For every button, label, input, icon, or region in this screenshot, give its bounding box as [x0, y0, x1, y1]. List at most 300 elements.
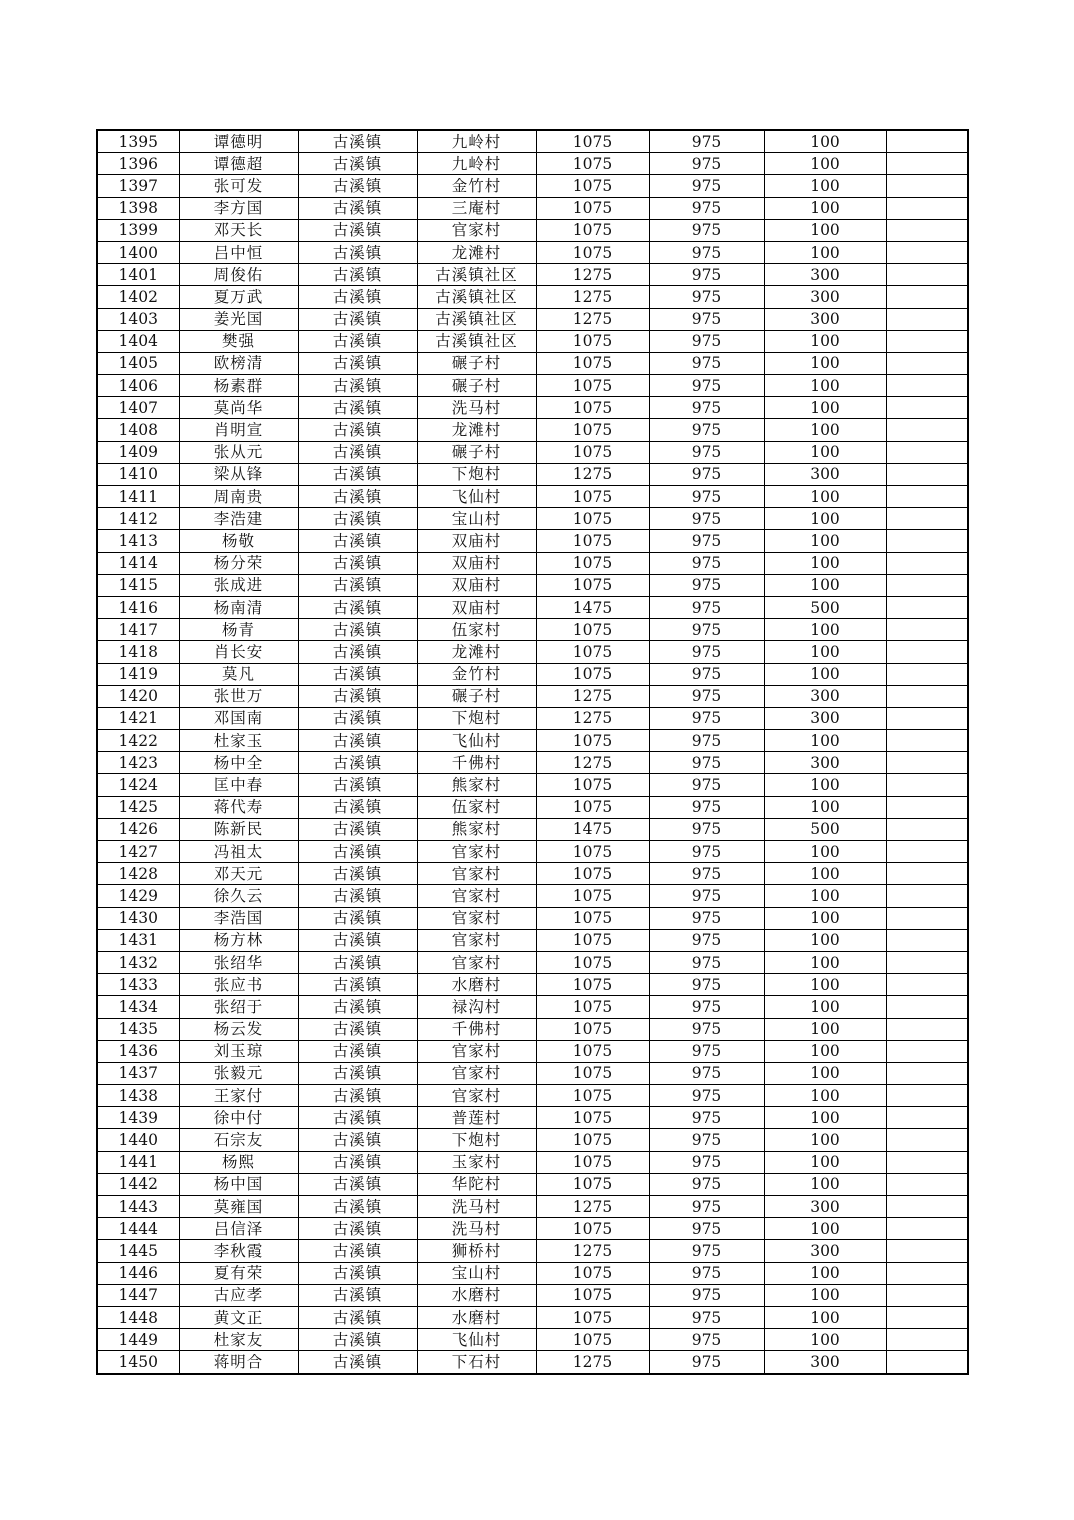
- town-cell: 古溪镇: [298, 1085, 417, 1107]
- town-cell: 古溪镇: [298, 1329, 417, 1351]
- amount-a-cell: 1075: [536, 1284, 649, 1306]
- village-cell: 官家村: [417, 1085, 536, 1107]
- town-cell: 古溪镇: [298, 463, 417, 485]
- note-cell: [886, 1218, 968, 1240]
- village-cell: 玉家村: [417, 1151, 536, 1173]
- amount-a-cell: 1075: [536, 1218, 649, 1240]
- note-cell: [886, 153, 968, 175]
- village-cell: 华陀村: [417, 1173, 536, 1195]
- amount-a-cell: 1075: [536, 796, 649, 818]
- village-cell: 金竹村: [417, 175, 536, 197]
- row-number-cell: 1431: [97, 929, 179, 951]
- amount-a-cell: 1275: [536, 685, 649, 707]
- village-cell: 伍家村: [417, 796, 536, 818]
- name-cell: 徐久云: [179, 885, 298, 907]
- village-cell: 官家村: [417, 219, 536, 241]
- table-row: [97, 219, 968, 241]
- name-cell: 莫尚华: [179, 397, 298, 419]
- village-cell: 下炮村: [417, 707, 536, 729]
- amount-a-cell: 1075: [536, 1085, 649, 1107]
- row-number-cell: 1438: [97, 1085, 179, 1107]
- amount-c-cell: 100: [764, 508, 886, 530]
- amount-b-cell: 975: [649, 996, 764, 1018]
- amount-c-cell: 100: [764, 641, 886, 663]
- town-cell: 古溪镇: [298, 796, 417, 818]
- table-row: [97, 1129, 968, 1151]
- amount-c-cell: 100: [764, 419, 886, 441]
- row-number-cell: 1400: [97, 241, 179, 263]
- amount-b-cell: 975: [649, 1173, 764, 1195]
- amount-c-cell: 100: [764, 441, 886, 463]
- town-cell: 古溪镇: [298, 841, 417, 863]
- amount-c-cell: 100: [764, 1107, 886, 1129]
- table-row: [97, 885, 968, 907]
- amount-b-cell: 975: [649, 419, 764, 441]
- table-row: [97, 1218, 968, 1240]
- amount-a-cell: 1075: [536, 352, 649, 374]
- note-cell: [886, 663, 968, 685]
- village-cell: 古溪镇社区: [417, 308, 536, 330]
- village-cell: 水磨村: [417, 1284, 536, 1306]
- town-cell: 古溪镇: [298, 1040, 417, 1062]
- amount-b-cell: 975: [649, 863, 764, 885]
- row-number-cell: 1416: [97, 596, 179, 618]
- row-number-cell: 1398: [97, 197, 179, 219]
- row-number-cell: 1424: [97, 774, 179, 796]
- row-number-cell: 1406: [97, 375, 179, 397]
- table-row: [97, 707, 968, 729]
- note-cell: [886, 286, 968, 308]
- name-cell: 邓国南: [179, 707, 298, 729]
- town-cell: 古溪镇: [298, 1018, 417, 1040]
- table-row: [97, 552, 968, 574]
- village-cell: 飞仙村: [417, 486, 536, 508]
- village-cell: 熊家村: [417, 774, 536, 796]
- village-cell: 官家村: [417, 885, 536, 907]
- note-cell: [886, 375, 968, 397]
- amount-c-cell: 300: [764, 308, 886, 330]
- note-cell: [886, 264, 968, 286]
- table-row: [97, 286, 968, 308]
- amount-c-cell: 100: [764, 241, 886, 263]
- town-cell: 古溪镇: [298, 752, 417, 774]
- name-cell: 杨中国: [179, 1173, 298, 1195]
- name-cell: 杨方林: [179, 929, 298, 951]
- amount-c-cell: 100: [764, 130, 886, 153]
- table-row: [97, 574, 968, 596]
- note-cell: [886, 707, 968, 729]
- note-cell: [886, 974, 968, 996]
- amount-b-cell: 975: [649, 397, 764, 419]
- amount-b-cell: 975: [649, 1040, 764, 1062]
- amount-b-cell: 975: [649, 619, 764, 641]
- amount-b-cell: 975: [649, 685, 764, 707]
- table-row: [97, 863, 968, 885]
- village-cell: 碾子村: [417, 441, 536, 463]
- amount-a-cell: 1075: [536, 974, 649, 996]
- amount-b-cell: 975: [649, 1151, 764, 1173]
- amount-a-cell: 1075: [536, 863, 649, 885]
- table-row: [97, 1240, 968, 1262]
- name-cell: 李秋霞: [179, 1240, 298, 1262]
- town-cell: 古溪镇: [298, 685, 417, 707]
- amount-c-cell: 100: [764, 929, 886, 951]
- village-cell: 官家村: [417, 863, 536, 885]
- table-row: [97, 1329, 968, 1351]
- amount-a-cell: 1075: [536, 130, 649, 153]
- amount-a-cell: 1075: [536, 774, 649, 796]
- town-cell: 古溪镇: [298, 707, 417, 729]
- town-cell: 古溪镇: [298, 574, 417, 596]
- amount-b-cell: 975: [649, 596, 764, 618]
- amount-a-cell: 1075: [536, 1107, 649, 1129]
- amount-b-cell: 975: [649, 1218, 764, 1240]
- amount-c-cell: 100: [764, 1218, 886, 1240]
- town-cell: 古溪镇: [298, 286, 417, 308]
- amount-c-cell: 100: [764, 796, 886, 818]
- table-row: [97, 596, 968, 618]
- note-cell: [886, 530, 968, 552]
- amount-a-cell: 1075: [536, 841, 649, 863]
- village-cell: 碾子村: [417, 352, 536, 374]
- note-cell: [886, 397, 968, 419]
- town-cell: 古溪镇: [298, 619, 417, 641]
- village-cell: 官家村: [417, 841, 536, 863]
- name-cell: 姜光国: [179, 308, 298, 330]
- village-cell: 碾子村: [417, 375, 536, 397]
- row-number-cell: 1395: [97, 130, 179, 153]
- name-cell: 黄文正: [179, 1306, 298, 1328]
- amount-c-cell: 100: [764, 486, 886, 508]
- amount-c-cell: 100: [764, 1306, 886, 1328]
- note-cell: [886, 641, 968, 663]
- village-cell: 碾子村: [417, 685, 536, 707]
- name-cell: 杨分荣: [179, 552, 298, 574]
- row-number-cell: 1433: [97, 974, 179, 996]
- town-cell: 古溪镇: [298, 153, 417, 175]
- note-cell: [886, 463, 968, 485]
- name-cell: 吕中恒: [179, 241, 298, 263]
- name-cell: 肖长安: [179, 641, 298, 663]
- amount-a-cell: 1075: [536, 641, 649, 663]
- village-cell: 水磨村: [417, 974, 536, 996]
- note-cell: [886, 752, 968, 774]
- town-cell: 古溪镇: [298, 730, 417, 752]
- amount-a-cell: 1075: [536, 397, 649, 419]
- note-cell: [886, 1151, 968, 1173]
- row-number-cell: 1432: [97, 951, 179, 973]
- town-cell: 古溪镇: [298, 1218, 417, 1240]
- row-number-cell: 1408: [97, 419, 179, 441]
- amount-a-cell: 1075: [536, 375, 649, 397]
- village-cell: 飞仙村: [417, 1329, 536, 1351]
- name-cell: 夏有荣: [179, 1262, 298, 1284]
- village-cell: 千佛村: [417, 752, 536, 774]
- amount-a-cell: 1075: [536, 730, 649, 752]
- note-cell: [886, 1173, 968, 1195]
- amount-a-cell: 1075: [536, 1129, 649, 1151]
- amount-b-cell: 975: [649, 1107, 764, 1129]
- amount-a-cell: 1275: [536, 1196, 649, 1218]
- amount-a-cell: 1075: [536, 1262, 649, 1284]
- table-row: [97, 175, 968, 197]
- row-number-cell: 1425: [97, 796, 179, 818]
- town-cell: 古溪镇: [298, 1107, 417, 1129]
- amount-b-cell: 975: [649, 774, 764, 796]
- records-table: [96, 129, 969, 1375]
- village-cell: 九岭村: [417, 153, 536, 175]
- town-cell: 古溪镇: [298, 1240, 417, 1262]
- note-cell: [886, 352, 968, 374]
- name-cell: 刘玉琼: [179, 1040, 298, 1062]
- row-number-cell: 1429: [97, 885, 179, 907]
- row-number-cell: 1413: [97, 530, 179, 552]
- amount-a-cell: 1075: [536, 1151, 649, 1173]
- note-cell: [886, 1018, 968, 1040]
- note-cell: [886, 885, 968, 907]
- amount-a-cell: 1075: [536, 1173, 649, 1195]
- amount-a-cell: 1075: [536, 508, 649, 530]
- name-cell: 杨青: [179, 619, 298, 641]
- amount-a-cell: 1275: [536, 463, 649, 485]
- town-cell: 古溪镇: [298, 641, 417, 663]
- amount-b-cell: 975: [649, 552, 764, 574]
- amount-c-cell: 100: [764, 197, 886, 219]
- amount-c-cell: 100: [764, 530, 886, 552]
- row-number-cell: 1430: [97, 907, 179, 929]
- table-row: [97, 951, 968, 973]
- village-cell: 宝山村: [417, 508, 536, 530]
- village-cell: 双庙村: [417, 574, 536, 596]
- name-cell: 吕信泽: [179, 1218, 298, 1240]
- amount-b-cell: 975: [649, 1129, 764, 1151]
- town-cell: 古溪镇: [298, 951, 417, 973]
- row-number-cell: 1440: [97, 1129, 179, 1151]
- table-row: [97, 153, 968, 175]
- town-cell: 古溪镇: [298, 929, 417, 951]
- amount-b-cell: 975: [649, 241, 764, 263]
- town-cell: 古溪镇: [298, 175, 417, 197]
- name-cell: 张世万: [179, 685, 298, 707]
- table-row: [97, 663, 968, 685]
- amount-c-cell: 100: [764, 1040, 886, 1062]
- row-number-cell: 1417: [97, 619, 179, 641]
- table-row: [97, 1040, 968, 1062]
- amount-a-cell: 1075: [536, 885, 649, 907]
- amount-c-cell: 100: [764, 175, 886, 197]
- town-cell: 古溪镇: [298, 1173, 417, 1195]
- note-cell: [886, 1196, 968, 1218]
- village-cell: 官家村: [417, 907, 536, 929]
- row-number-cell: 1449: [97, 1329, 179, 1351]
- table-row: [97, 441, 968, 463]
- amount-c-cell: 300: [764, 264, 886, 286]
- table-row: [97, 197, 968, 219]
- table-row: [97, 241, 968, 263]
- village-cell: 普莲村: [417, 1107, 536, 1129]
- amount-b-cell: 975: [649, 1351, 764, 1374]
- amount-b-cell: 975: [649, 508, 764, 530]
- name-cell: 周俊佑: [179, 264, 298, 286]
- table-row: [97, 752, 968, 774]
- name-cell: 蒋代寿: [179, 796, 298, 818]
- amount-b-cell: 975: [649, 707, 764, 729]
- village-cell: 双庙村: [417, 552, 536, 574]
- table-row: [97, 641, 968, 663]
- note-cell: [886, 951, 968, 973]
- amount-a-cell: 1075: [536, 929, 649, 951]
- table-row: [97, 330, 968, 352]
- amount-b-cell: 975: [649, 1018, 764, 1040]
- amount-c-cell: 100: [764, 375, 886, 397]
- note-cell: [886, 552, 968, 574]
- name-cell: 徐中付: [179, 1107, 298, 1129]
- town-cell: 古溪镇: [298, 486, 417, 508]
- amount-b-cell: 975: [649, 330, 764, 352]
- amount-c-cell: 100: [764, 1129, 886, 1151]
- table-row: [97, 818, 968, 840]
- amount-c-cell: 300: [764, 1240, 886, 1262]
- note-cell: [886, 1351, 968, 1374]
- row-number-cell: 1435: [97, 1018, 179, 1040]
- village-cell: 官家村: [417, 951, 536, 973]
- name-cell: 杜家玉: [179, 730, 298, 752]
- amount-c-cell: 100: [764, 219, 886, 241]
- amount-a-cell: 1275: [536, 707, 649, 729]
- amount-b-cell: 975: [649, 463, 764, 485]
- amount-c-cell: 100: [764, 397, 886, 419]
- amount-b-cell: 975: [649, 752, 764, 774]
- town-cell: 古溪镇: [298, 264, 417, 286]
- row-number-cell: 1419: [97, 663, 179, 685]
- village-cell: 宝山村: [417, 1262, 536, 1284]
- town-cell: 古溪镇: [298, 596, 417, 618]
- name-cell: 杨素群: [179, 375, 298, 397]
- table-row: [97, 1351, 968, 1374]
- amount-b-cell: 975: [649, 885, 764, 907]
- amount-a-cell: 1275: [536, 286, 649, 308]
- amount-c-cell: 100: [764, 1151, 886, 1173]
- note-cell: [886, 619, 968, 641]
- table-row: [97, 375, 968, 397]
- row-number-cell: 1418: [97, 641, 179, 663]
- amount-c-cell: 300: [764, 286, 886, 308]
- name-cell: 杨云发: [179, 1018, 298, 1040]
- table-row: [97, 907, 968, 929]
- name-cell: 石宗友: [179, 1129, 298, 1151]
- town-cell: 古溪镇: [298, 352, 417, 374]
- table-row: [97, 419, 968, 441]
- name-cell: 杨中全: [179, 752, 298, 774]
- amount-c-cell: 300: [764, 685, 886, 707]
- note-cell: [886, 996, 968, 1018]
- name-cell: 邓天长: [179, 219, 298, 241]
- note-cell: [886, 796, 968, 818]
- table-row: [97, 1085, 968, 1107]
- amount-c-cell: 100: [764, 974, 886, 996]
- village-cell: 龙滩村: [417, 419, 536, 441]
- note-cell: [886, 241, 968, 263]
- name-cell: 邓天元: [179, 863, 298, 885]
- note-cell: [886, 1240, 968, 1262]
- row-number-cell: 1439: [97, 1107, 179, 1129]
- note-cell: [886, 330, 968, 352]
- amount-b-cell: 975: [649, 574, 764, 596]
- village-cell: 官家村: [417, 1062, 536, 1084]
- amount-c-cell: 100: [764, 153, 886, 175]
- amount-b-cell: 975: [649, 974, 764, 996]
- note-cell: [886, 175, 968, 197]
- name-cell: 莫凡: [179, 663, 298, 685]
- amount-b-cell: 975: [649, 641, 764, 663]
- amount-b-cell: 975: [649, 663, 764, 685]
- village-cell: 双庙村: [417, 530, 536, 552]
- name-cell: 李浩国: [179, 907, 298, 929]
- row-number-cell: 1399: [97, 219, 179, 241]
- table-row: [97, 264, 968, 286]
- table-row: [97, 1262, 968, 1284]
- row-number-cell: 1447: [97, 1284, 179, 1306]
- table-row: [97, 308, 968, 330]
- row-number-cell: 1404: [97, 330, 179, 352]
- row-number-cell: 1407: [97, 397, 179, 419]
- amount-b-cell: 975: [649, 1196, 764, 1218]
- amount-c-cell: 100: [764, 1062, 886, 1084]
- amount-c-cell: 300: [764, 463, 886, 485]
- amount-a-cell: 1075: [536, 663, 649, 685]
- table-row: [97, 1306, 968, 1328]
- amount-b-cell: 975: [649, 907, 764, 929]
- table-row: [97, 730, 968, 752]
- row-number-cell: 1396: [97, 153, 179, 175]
- note-cell: [886, 1262, 968, 1284]
- amount-a-cell: 1075: [536, 1306, 649, 1328]
- name-cell: 李方国: [179, 197, 298, 219]
- amount-c-cell: 300: [764, 752, 886, 774]
- town-cell: 古溪镇: [298, 397, 417, 419]
- note-cell: [886, 907, 968, 929]
- town-cell: 古溪镇: [298, 441, 417, 463]
- row-number-cell: 1401: [97, 264, 179, 286]
- name-cell: 张可发: [179, 175, 298, 197]
- amount-c-cell: 100: [764, 1284, 886, 1306]
- amount-b-cell: 975: [649, 153, 764, 175]
- table-row: [97, 1107, 968, 1129]
- table-row: [97, 1018, 968, 1040]
- name-cell: 莫雍国: [179, 1196, 298, 1218]
- amount-a-cell: 1075: [536, 153, 649, 175]
- row-number-cell: 1420: [97, 685, 179, 707]
- amount-c-cell: 100: [764, 352, 886, 374]
- amount-b-cell: 975: [649, 796, 764, 818]
- note-cell: [886, 1129, 968, 1151]
- amount-c-cell: 100: [764, 996, 886, 1018]
- note-cell: [886, 863, 968, 885]
- amount-b-cell: 975: [649, 130, 764, 153]
- amount-c-cell: 100: [764, 330, 886, 352]
- note-cell: [886, 841, 968, 863]
- row-number-cell: 1409: [97, 441, 179, 463]
- row-number-cell: 1405: [97, 352, 179, 374]
- row-number-cell: 1402: [97, 286, 179, 308]
- name-cell: 王家付: [179, 1085, 298, 1107]
- amount-b-cell: 975: [649, 1262, 764, 1284]
- table-body: [97, 130, 968, 1374]
- amount-a-cell: 1075: [536, 552, 649, 574]
- row-number-cell: 1412: [97, 508, 179, 530]
- village-cell: 下炮村: [417, 1129, 536, 1151]
- amount-c-cell: 300: [764, 1196, 886, 1218]
